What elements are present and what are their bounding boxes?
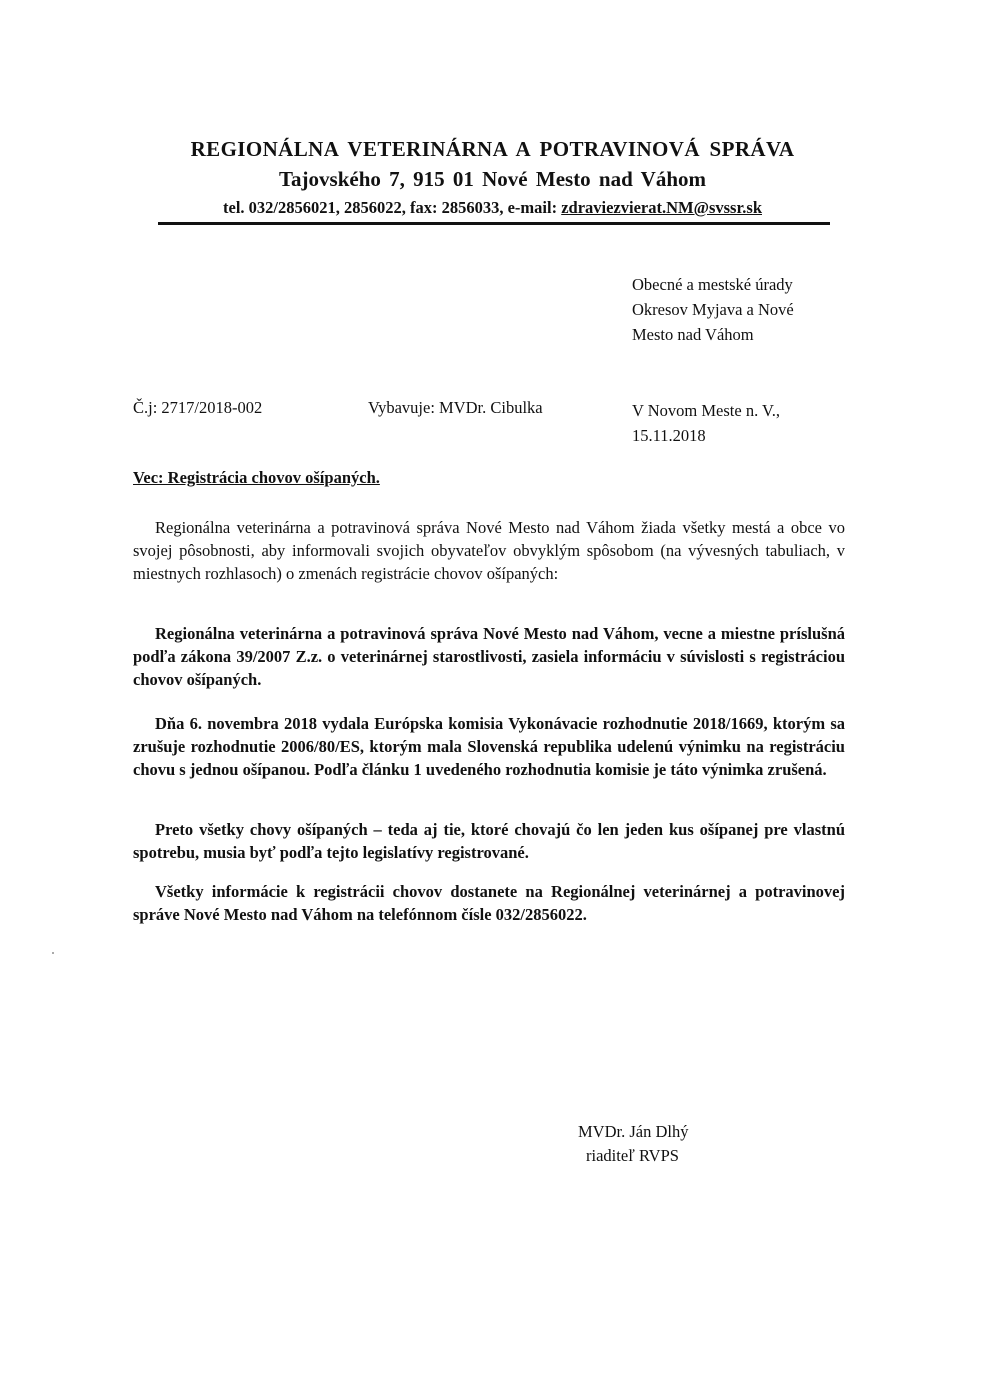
subject-line: Vec: Registrácia chovov ošípaných.: [133, 468, 380, 487]
org-address: Tajovského 7, 915 01 Nové Mesto nad Váhom: [278, 167, 707, 191]
paragraph-4: Všetky informácie k registrácii chovov dostanete na Regionálnej veterinárnej a potravinovej správe Nové Mesto nad Váhom na telefónnom čísle 032/2856022.: [133, 882, 845, 924]
reference-number: Č.j: 2717/2018-002: [133, 398, 263, 417]
paragraph-3: Preto všetky chovy ošípaných – teda aj tie, ktoré chovajú čo len jeden kus ošípanej pre vlastnú spotrebu, musia byť podľa tejto legislatívy registrované.: [133, 820, 845, 862]
place-date: [632, 398, 780, 448]
recipient-line: Mesto nad Váhom: [632, 325, 754, 344]
place: V Novom Meste n. V.,: [632, 401, 781, 420]
org-contact: [0, 198, 985, 218]
recipient-block: [632, 272, 794, 347]
org-name: REGIONÁLNA VETERINÁRNA A POTRAVINOVÁ SPRÁVA: [190, 137, 795, 161]
scan-speck: [52, 952, 54, 954]
paragraph-1: Regionálna veterinárna a potravinová správa Nové Mesto nad Váhom, vecne a miestne príslušná podľa zákona 39/2007 Z.z. o veterinárnej starostlivosti, zasiela informáciu v súvislosti s registráciou chovov ošípaných.: [133, 624, 845, 689]
paragraph-2: Dňa 6. novembra 2018 vydala Európska komisia Vykonávacie rozhodnutie 2018/1669, ktorým sa zrušuje rozhodnutie 2006/80/ES, ktorým mala Slovenská republika udelenú výnimku na registráciu chovu s jednou ošípanou. Podľa článku 1 uvedeného rozhodnutia komisie je táto výnimka zrušená.: [133, 714, 845, 779]
intro-paragraph: Regionálna veterinárna a potravinová správa Nové Mesto nad Váhom žiada všetky mestá a obce vo svojej pôsobnosti, aby informovali svojich obyvateľov obvyklým spôsobom (na vývesných tabuliach, v miestnych rozhlasoch) o zmenách registrácie chovov ošípaných:: [133, 518, 845, 583]
header-rule: [158, 222, 830, 225]
signatory-title: riaditeľ RVPS: [586, 1146, 679, 1165]
contact-phones: tel. 032/2856021, 2856022, fax: 2856033, e-mail:: [223, 198, 562, 217]
handled-by: Vybavuje: MVDr. Cibulka: [368, 398, 543, 417]
email-link[interactable]: zdraviezvierat.NM@svssr.sk: [561, 198, 762, 217]
signature-block: [578, 1120, 688, 1168]
recipient-line: Obecné a mestské úrady: [632, 275, 793, 294]
recipient-line: Okresov Myjava a Nové: [632, 300, 794, 319]
signatory-name: MVDr. Ján Dlhý: [578, 1122, 689, 1141]
date: 15.11.2018: [632, 426, 706, 445]
